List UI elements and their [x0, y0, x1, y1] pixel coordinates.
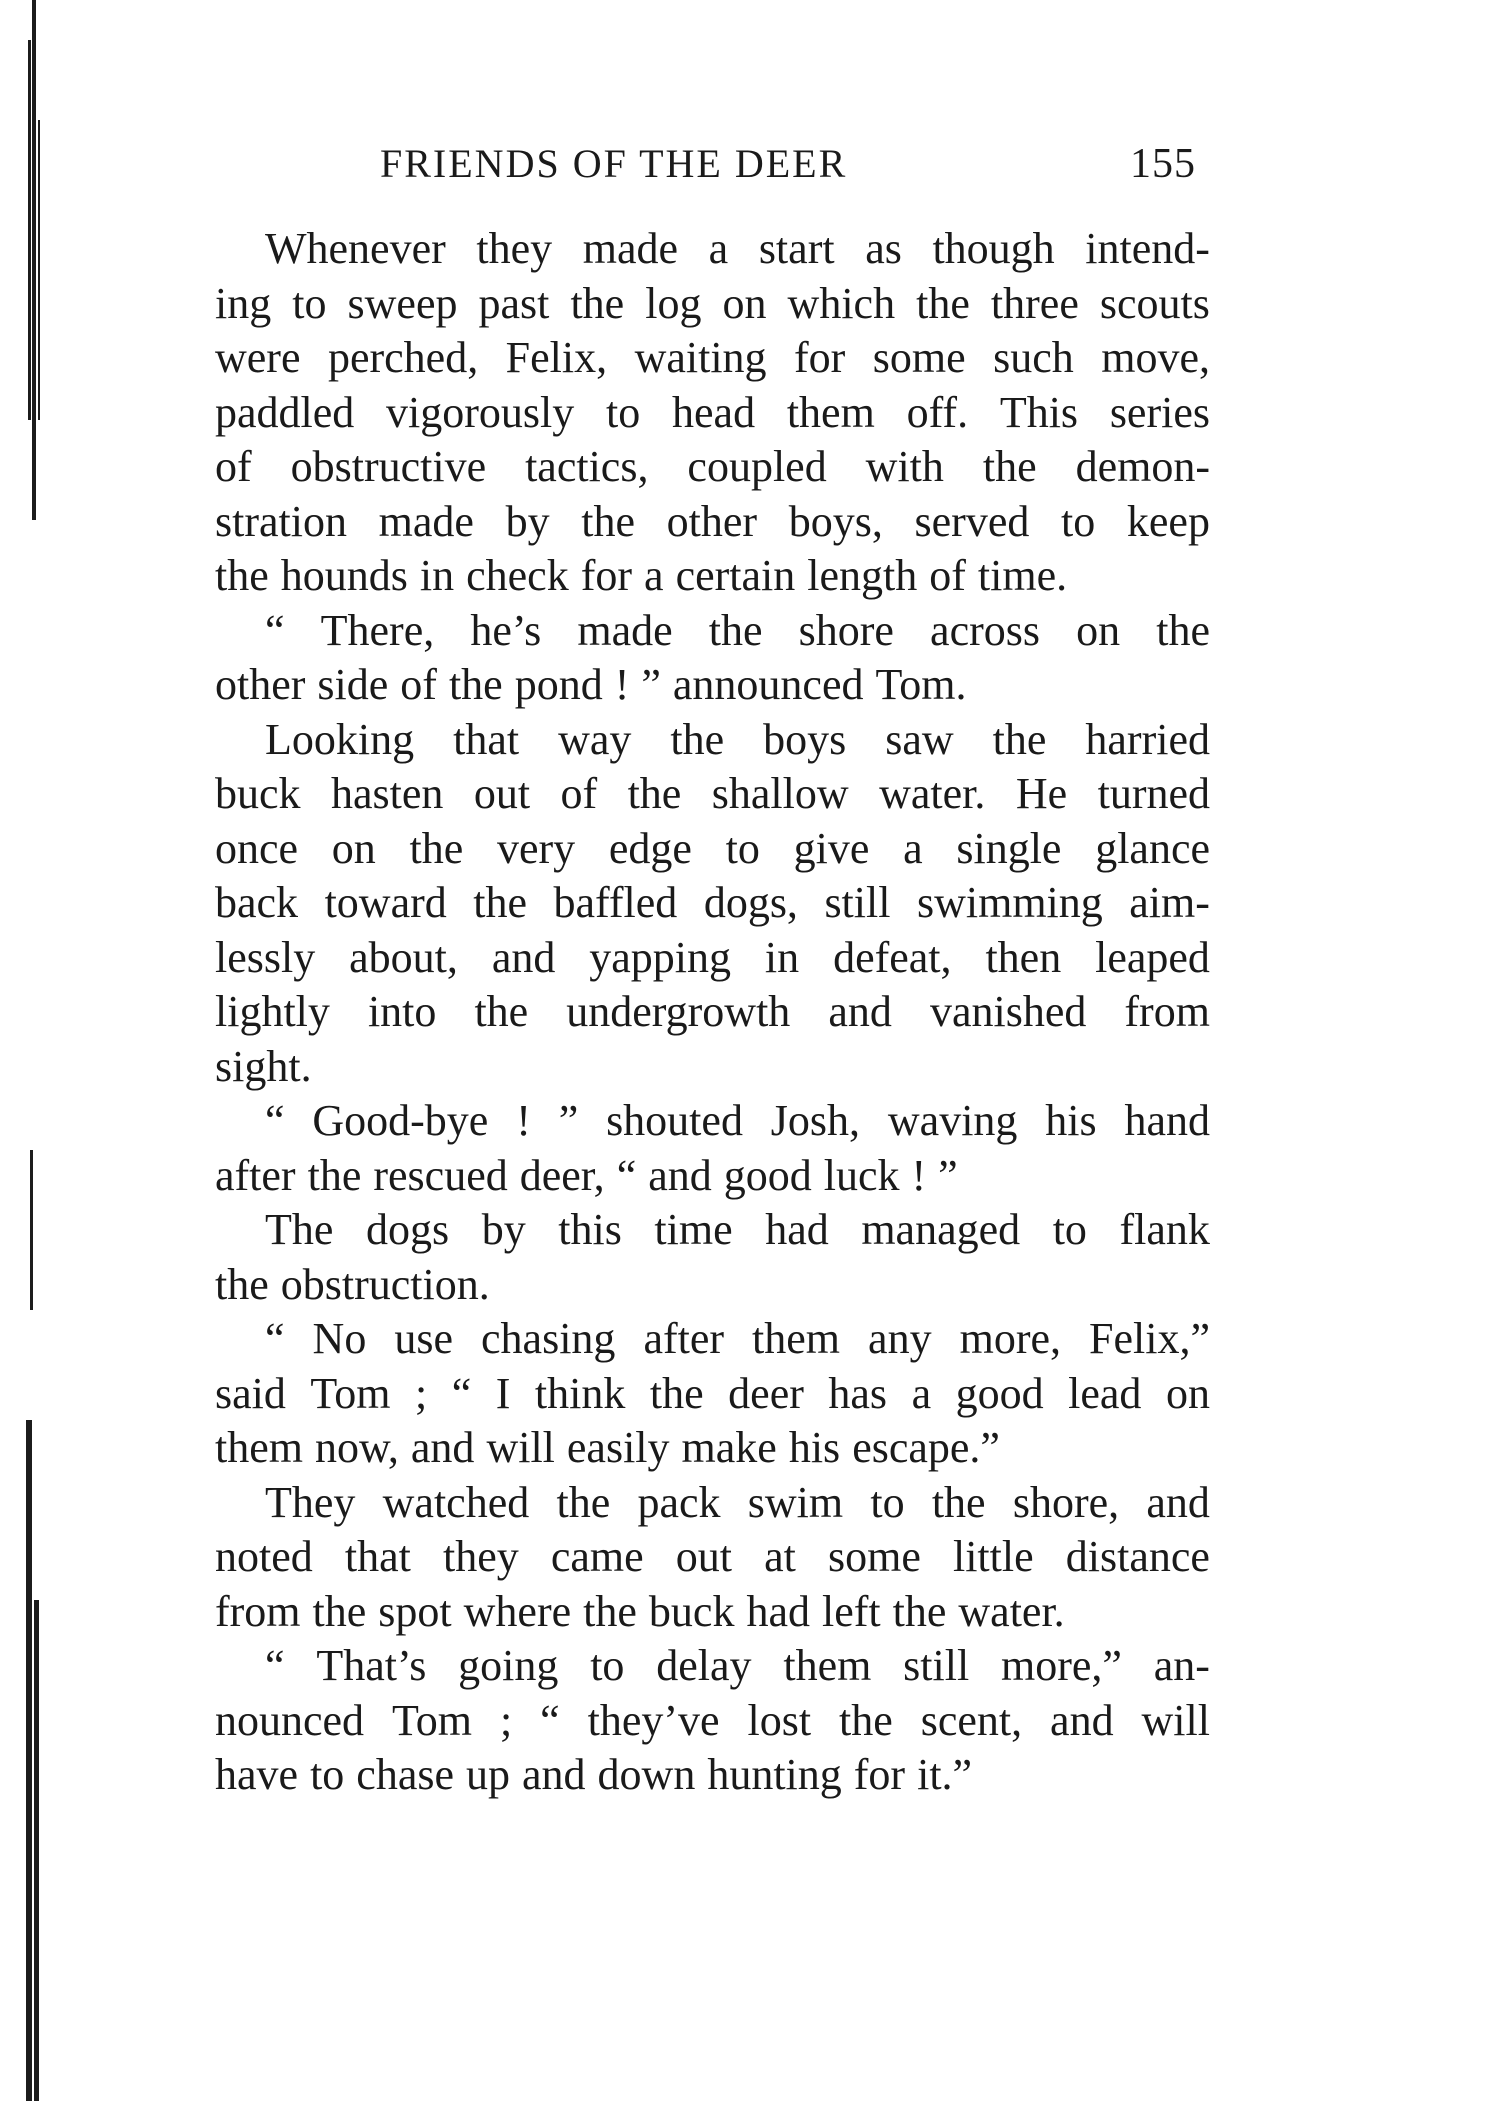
- text-line: of obstructive tactics, coupled with the demon-: [215, 442, 1210, 491]
- text-line: sight.: [215, 1041, 312, 1091]
- paragraph: [215, 604, 1210, 713]
- running-head-title: FRIENDS OF THE DEER: [380, 141, 848, 186]
- text-line: other side of the pond ! ” announced Tom.: [215, 660, 967, 709]
- text-line: “ Good-bye ! ” shouted Josh, waving his hand: [265, 1096, 1210, 1145]
- text-line: paddled vigorously to head them off. This series: [215, 387, 1210, 437]
- text-line: lessly about, and yapping in defeat, then leaped: [215, 932, 1210, 982]
- text-line: They watched the pack swim to the shore, and: [265, 1477, 1210, 1527]
- text-line: noted that they came out at some little distance: [215, 1532, 1210, 1581]
- text-line: the hounds in check for a certain length of time.: [215, 551, 1068, 600]
- text-line: said Tom ; “ I think the deer has a good lead on: [215, 1368, 1210, 1418]
- running-head: [380, 140, 1210, 190]
- paragraph: [215, 222, 1210, 604]
- body-text: [215, 222, 1210, 1803]
- paragraph: [215, 1476, 1210, 1640]
- text-line: “ That’s going to delay them still more,” an-: [265, 1641, 1210, 1690]
- text-line: stration made by the other boys, served to keep: [215, 496, 1210, 546]
- text-line: lightly into the undergrowth and vanished from: [215, 987, 1210, 1036]
- paragraph: [215, 1639, 1210, 1803]
- text-line: them now, and will easily make his escape.”: [215, 1423, 1000, 1472]
- paragraph: [215, 1312, 1210, 1476]
- text-line: The dogs by this time had managed to flank: [265, 1205, 1210, 1254]
- text-line: Looking that way the boys saw the harried: [265, 714, 1210, 764]
- text-line: were perched, Felix, waiting for some such move,: [215, 333, 1210, 382]
- paragraph: [215, 1203, 1210, 1312]
- scanned-binding-edge: [22, 0, 62, 2101]
- text-line: after the rescued deer, “ and good luck ! ”: [215, 1150, 958, 1200]
- text-line: from the spot where the buck had left the water.: [215, 1586, 1065, 1636]
- text-line: have to chase up and down hunting for it.”: [215, 1750, 973, 1799]
- text-line: nounced Tom ; “ they’ve lost the scent, and will: [215, 1695, 1210, 1745]
- text-line: buck hasten out of the shallow water. He turned: [215, 769, 1210, 818]
- text-line: the obstruction.: [215, 1259, 490, 1309]
- text-line: “ No use chasing after them any more, Felix,”: [265, 1314, 1210, 1363]
- text-line: once on the very edge to give a single glance: [215, 823, 1210, 873]
- page-number: 155: [1130, 141, 1196, 187]
- paragraph: [215, 1094, 1210, 1203]
- text-line: Whenever they made a start as though intend-: [265, 224, 1210, 273]
- paragraph: [215, 713, 1210, 1095]
- text-line: back toward the baffled dogs, still swimming aim-: [215, 878, 1210, 927]
- text-line: “ There, he’s made the shore across on the: [265, 605, 1210, 655]
- text-line: ing to sweep past the log on which the three scouts: [215, 278, 1210, 328]
